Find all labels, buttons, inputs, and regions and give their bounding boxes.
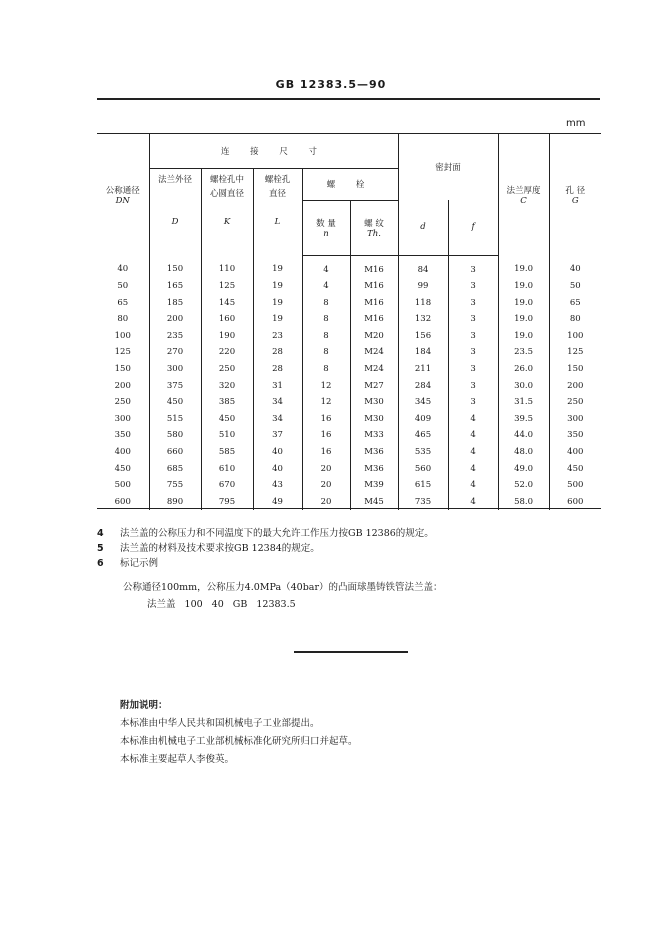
cell-outer-diameter: 450 xyxy=(149,394,201,411)
cell-seal-d: 615 xyxy=(398,477,448,494)
cell-thread: M16 xyxy=(350,278,398,295)
cell-thickness: 31.5 xyxy=(498,394,549,411)
cell-seal-f: 3 xyxy=(448,344,498,361)
cell-bolt-hole: 28 xyxy=(253,344,302,361)
cell-bore: 65 xyxy=(549,295,601,312)
cell-bolt-hole: 19 xyxy=(253,295,302,312)
table-row xyxy=(97,477,601,494)
cell-bolt-circle: 385 xyxy=(201,394,253,411)
cell-outer-diameter: 150 xyxy=(149,255,201,278)
cell-bolt-hole: 40 xyxy=(253,444,302,461)
cell-dn: 200 xyxy=(114,380,131,391)
cell-seal-f: 4 xyxy=(448,477,498,494)
table-row xyxy=(97,411,601,428)
cell-bolt-count: 16 xyxy=(302,427,350,444)
cell-seal-d: 409 xyxy=(398,411,448,428)
table-row xyxy=(97,328,601,345)
cell-bore: 450 xyxy=(549,461,601,478)
cell-thickness: 26.0 xyxy=(498,361,549,378)
cell-seal-f: 4 xyxy=(448,444,498,461)
cell-bolt-count: 8 xyxy=(302,311,350,328)
cell-thickness: 19.0 xyxy=(498,278,549,295)
cell-seal-d: 156 xyxy=(398,328,448,345)
cell-thread: M33 xyxy=(350,427,398,444)
table-row xyxy=(97,394,601,411)
cell-outer-diameter: 270 xyxy=(149,344,201,361)
end-rule xyxy=(294,651,408,653)
cell-bore: 400 xyxy=(549,444,601,461)
cell-thickness: 19.0 xyxy=(498,255,549,278)
cell-thickness: 39.5 xyxy=(498,411,549,428)
cell-thread: M36 xyxy=(350,444,398,461)
cell-outer-diameter: 235 xyxy=(149,328,201,345)
cell-bolt-hole: 28 xyxy=(253,361,302,378)
cell-seal-f: 4 xyxy=(448,494,498,511)
cell-seal-d: 211 xyxy=(398,361,448,378)
cell-thickness: 19.0 xyxy=(498,295,549,312)
cell-outer-diameter: 165 xyxy=(149,278,201,295)
cell-bore: 40 xyxy=(549,255,601,278)
cell-bolt-circle: 320 xyxy=(201,378,253,395)
cell-dn: 100 xyxy=(114,330,131,341)
cell-bolt-circle: 585 xyxy=(201,444,253,461)
cell-bolt-count: 20 xyxy=(302,477,350,494)
cell-bolt-hole: 19 xyxy=(253,311,302,328)
cell-bolt-count: 4 xyxy=(302,278,350,295)
cell-bore: 80 xyxy=(549,311,601,328)
cell-seal-d: 99 xyxy=(398,278,448,295)
cell-thread: M16 xyxy=(350,255,398,278)
table-row xyxy=(97,344,601,361)
cell-thread: M27 xyxy=(350,378,398,395)
col-header-bore: 孔 径 G xyxy=(549,134,601,256)
cell-bolt-circle: 250 xyxy=(201,361,253,378)
cell-bolt-circle: 145 xyxy=(201,295,253,312)
cell-dn: 450 xyxy=(114,463,131,474)
cell-seal-d: 535 xyxy=(398,444,448,461)
cell-thread: M30 xyxy=(350,394,398,411)
cell-seal-d: 118 xyxy=(398,295,448,312)
col-header-bolt-circle: 螺栓孔中心圆直径 K xyxy=(201,169,253,256)
table-bottom-rule xyxy=(97,508,601,509)
cell-dn: 50 xyxy=(117,281,129,292)
additional-line: 本标准由机械电子工业部机械标准化研究所归口并起草。 xyxy=(120,736,358,747)
cell-seal-d: 560 xyxy=(398,461,448,478)
additional-line: 本标准主要起草人李俊英。 xyxy=(120,754,235,765)
cell-dn: 400 xyxy=(114,447,131,458)
cell-bolt-hole: 23 xyxy=(253,328,302,345)
cell-thickness: 58.0 xyxy=(498,494,549,511)
cell-dn: 350 xyxy=(114,430,131,441)
cell-seal-f: 3 xyxy=(448,255,498,278)
table-row xyxy=(97,444,601,461)
col-header-outer-diameter: 法兰外径 D xyxy=(149,169,201,256)
cell-dn: 65 xyxy=(117,297,129,308)
cell-bore: 50 xyxy=(549,278,601,295)
cell-dn: 250 xyxy=(114,397,131,408)
cell-outer-diameter: 890 xyxy=(149,494,201,511)
cell-thickness: 23.5 xyxy=(498,344,549,361)
cell-bolt-hole: 31 xyxy=(253,378,302,395)
cell-outer-diameter: 660 xyxy=(149,444,201,461)
cell-bolt-count: 20 xyxy=(302,461,350,478)
table-row xyxy=(97,378,601,395)
cell-thread: M24 xyxy=(350,344,398,361)
cell-dn: 600 xyxy=(114,496,131,507)
cell-bolt-circle: 125 xyxy=(201,278,253,295)
cell-bolt-circle: 190 xyxy=(201,328,253,345)
col-header-seal-f: f xyxy=(448,200,498,255)
cell-thread: M39 xyxy=(350,477,398,494)
cell-bolt-circle: 160 xyxy=(201,311,253,328)
cell-thread: M45 xyxy=(350,494,398,511)
cell-seal-d: 184 xyxy=(398,344,448,361)
additional-notes-title: 附加说明： xyxy=(120,700,168,711)
cell-bolt-count: 8 xyxy=(302,344,350,361)
cell-dn: 150 xyxy=(114,364,131,375)
col-header-dn: 公称通径 DN xyxy=(105,185,140,206)
cell-bolt-circle: 795 xyxy=(201,494,253,511)
cell-thickness: 48.0 xyxy=(498,444,549,461)
header-rule xyxy=(97,98,600,100)
cell-outer-diameter: 685 xyxy=(149,461,201,478)
cell-thread: M20 xyxy=(350,328,398,345)
cell-seal-f: 3 xyxy=(448,278,498,295)
table-row xyxy=(97,278,601,295)
cell-seal-f: 3 xyxy=(448,378,498,395)
cell-seal-d: 132 xyxy=(398,311,448,328)
cell-seal-f: 3 xyxy=(448,311,498,328)
cell-bolt-circle: 610 xyxy=(201,461,253,478)
cell-seal-d: 735 xyxy=(398,494,448,511)
cell-outer-diameter: 580 xyxy=(149,427,201,444)
cell-bore: 600 xyxy=(549,494,601,511)
cell-bore: 125 xyxy=(549,344,601,361)
cell-bolt-circle: 510 xyxy=(201,427,253,444)
table-row xyxy=(97,461,601,478)
cell-outer-diameter: 375 xyxy=(149,378,201,395)
cell-dn: 80 xyxy=(117,314,129,325)
cell-thickness: 19.0 xyxy=(498,328,549,345)
table-row xyxy=(97,255,601,278)
cell-seal-f: 4 xyxy=(448,411,498,428)
cell-bolt-count: 4 xyxy=(302,255,350,278)
cell-bolt-hole: 37 xyxy=(253,427,302,444)
cell-bolt-count: 8 xyxy=(302,295,350,312)
col-header-thickness: 法兰厚度 C xyxy=(498,134,549,256)
cell-seal-f: 3 xyxy=(448,361,498,378)
cell-bolt-hole: 34 xyxy=(253,411,302,428)
additional-notes xyxy=(120,697,358,769)
cell-bolt-hole: 19 xyxy=(253,255,302,278)
unit-label: mm xyxy=(566,118,586,129)
cell-outer-diameter: 755 xyxy=(149,477,201,494)
cell-seal-d: 284 xyxy=(398,378,448,395)
cell-seal-f: 3 xyxy=(448,328,498,345)
cell-dn: 300 xyxy=(114,413,131,424)
cell-bolt-circle: 110 xyxy=(201,255,253,278)
cell-outer-diameter: 185 xyxy=(149,295,201,312)
cell-thickness: 49.0 xyxy=(498,461,549,478)
cell-bolt-hole: 43 xyxy=(253,477,302,494)
group-header-bolt: 螺 栓 xyxy=(302,169,398,201)
flange-dimension-table xyxy=(97,133,601,510)
cell-seal-f: 4 xyxy=(448,427,498,444)
cell-bolt-count: 20 xyxy=(302,494,350,511)
cell-outer-diameter: 515 xyxy=(149,411,201,428)
cell-bore: 350 xyxy=(549,427,601,444)
cell-bolt-count: 8 xyxy=(302,361,350,378)
table-row xyxy=(97,427,601,444)
cell-bolt-count: 8 xyxy=(302,328,350,345)
cell-bore: 200 xyxy=(549,378,601,395)
standard-code: GB 12383.5—90 xyxy=(275,78,387,91)
table-row xyxy=(97,311,601,328)
cell-outer-diameter: 200 xyxy=(149,311,201,328)
group-header-connection: 连 接 尺 寸 xyxy=(149,134,398,169)
col-header-bolt-count: 数 量 n xyxy=(302,200,350,255)
cell-bolt-count: 12 xyxy=(302,394,350,411)
cell-bore: 100 xyxy=(549,328,601,345)
cell-bolt-hole: 19 xyxy=(253,278,302,295)
cell-thread: M24 xyxy=(350,361,398,378)
cell-bore: 300 xyxy=(549,411,601,428)
table-row xyxy=(97,361,601,378)
cell-bolt-count: 16 xyxy=(302,444,350,461)
cell-thread: M30 xyxy=(350,411,398,428)
col-header-thread: 螺 纹 Th. xyxy=(350,200,398,255)
cell-bolt-hole: 49 xyxy=(253,494,302,511)
cell-bore: 150 xyxy=(549,361,601,378)
cell-bolt-hole: 34 xyxy=(253,394,302,411)
cell-dn: 500 xyxy=(114,480,131,491)
cell-bore: 250 xyxy=(549,394,601,411)
cell-thickness: 30.0 xyxy=(498,378,549,395)
cell-thread: M16 xyxy=(350,311,398,328)
cell-bolt-count: 12 xyxy=(302,378,350,395)
cell-thickness: 52.0 xyxy=(498,477,549,494)
cell-seal-f: 3 xyxy=(448,295,498,312)
cell-bolt-circle: 220 xyxy=(201,344,253,361)
cell-seal-d: 465 xyxy=(398,427,448,444)
cell-seal-f: 4 xyxy=(448,461,498,478)
cell-seal-d: 84 xyxy=(398,255,448,278)
cell-outer-diameter: 300 xyxy=(149,361,201,378)
cell-seal-f: 3 xyxy=(448,394,498,411)
col-header-bolt-hole: 螺栓孔直径 L xyxy=(253,169,302,256)
cell-thickness: 19.0 xyxy=(498,311,549,328)
group-header-seal: 密封面 xyxy=(398,134,498,201)
marking-example-code: 法兰盖 100 40 GB 12383.5 xyxy=(147,599,296,610)
cell-dn: 40 xyxy=(117,264,129,275)
cell-bolt-circle: 450 xyxy=(201,411,253,428)
cell-bolt-circle: 670 xyxy=(201,477,253,494)
cell-bore: 500 xyxy=(549,477,601,494)
marking-example-desc: 公称通径100mm，公称压力4.0MPa（40bar）的凸面球墨铸铁管法兰盖： xyxy=(123,582,443,593)
cell-bolt-count: 16 xyxy=(302,411,350,428)
table-row xyxy=(97,295,601,312)
cell-thread: M16 xyxy=(350,295,398,312)
cell-thread: M36 xyxy=(350,461,398,478)
cell-seal-d: 345 xyxy=(398,394,448,411)
additional-line: 本标准由中华人民共和国机械电子工业部提出。 xyxy=(120,718,320,729)
cell-dn: 125 xyxy=(114,347,131,358)
cell-thickness: 44.0 xyxy=(498,427,549,444)
cell-bolt-hole: 40 xyxy=(253,461,302,478)
col-header-seal-d: d xyxy=(398,200,448,255)
